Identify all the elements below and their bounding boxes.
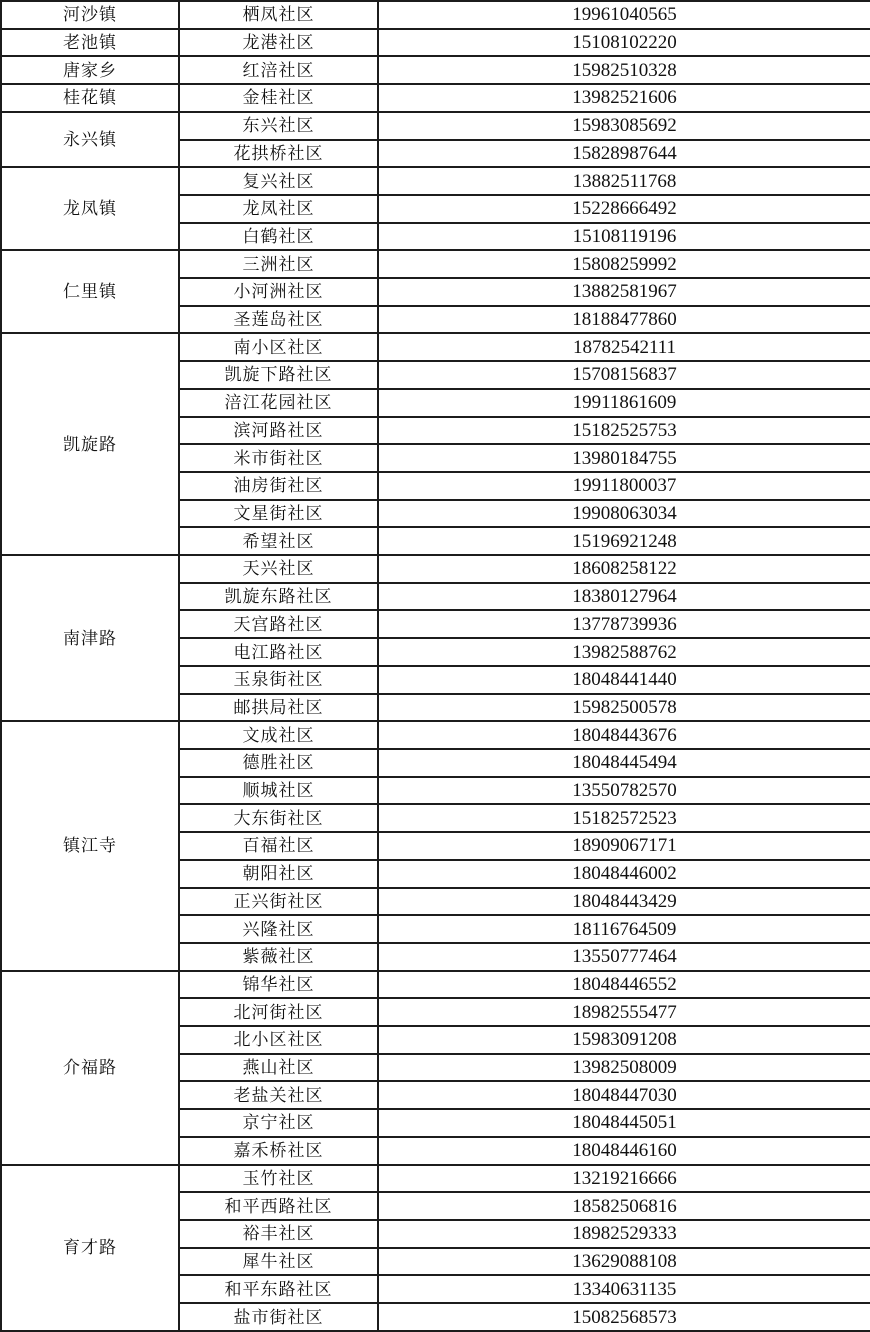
phone-cell: 15708156837 (378, 361, 870, 389)
phone-cell: 18380127964 (378, 583, 870, 611)
community-cell: 和平东路社区 (179, 1275, 378, 1303)
table-row (1, 1165, 870, 1193)
community-cell: 文成社区 (179, 721, 378, 749)
phone-cell: 18116764509 (378, 915, 870, 943)
phone-cell: 19911861609 (378, 389, 870, 417)
community-cell: 涪江花园社区 (179, 389, 378, 417)
table-row (1, 29, 870, 57)
phone-cell: 15228666492 (378, 195, 870, 223)
community-cell: 玉竹社区 (179, 1165, 378, 1193)
town-cell: 育才路 (1, 1165, 179, 1331)
phone-cell: 18048443676 (378, 721, 870, 749)
community-cell: 北小区社区 (179, 1026, 378, 1054)
town-cell: 龙凤镇 (1, 167, 179, 250)
community-cell: 邮拱局社区 (179, 694, 378, 722)
town-cell: 河沙镇 (1, 1, 179, 29)
phone-cell: 13629088108 (378, 1248, 870, 1276)
community-cell: 和平西路社区 (179, 1192, 378, 1220)
phone-cell: 18782542111 (378, 333, 870, 361)
phone-cell: 19961040565 (378, 1, 870, 29)
town-cell: 介福路 (1, 971, 179, 1165)
phone-cell: 13882511768 (378, 167, 870, 195)
community-cell: 希望社区 (179, 527, 378, 555)
community-cell: 大东街社区 (179, 804, 378, 832)
phone-cell: 18048446002 (378, 860, 870, 888)
phone-cell: 18982529333 (378, 1220, 870, 1248)
community-cell: 东兴社区 (179, 112, 378, 140)
phone-cell: 15982510328 (378, 56, 870, 84)
community-cell: 燕山社区 (179, 1054, 378, 1082)
phone-cell: 15982500578 (378, 694, 870, 722)
phone-cell: 15108102220 (378, 29, 870, 57)
phone-cell: 18608258122 (378, 555, 870, 583)
phone-cell: 18048445051 (378, 1109, 870, 1137)
table-row (1, 971, 870, 999)
community-cell: 盐市街社区 (179, 1303, 378, 1331)
community-cell: 朝阳社区 (179, 860, 378, 888)
town-cell: 仁里镇 (1, 250, 179, 333)
phone-cell: 13982508009 (378, 1054, 870, 1082)
town-cell: 凯旋路 (1, 333, 179, 555)
phone-cell: 13982521606 (378, 84, 870, 112)
community-cell: 栖凤社区 (179, 1, 378, 29)
community-cell: 玉泉街社区 (179, 666, 378, 694)
phone-cell: 15196921248 (378, 527, 870, 555)
table-row (1, 555, 870, 583)
phone-cell: 15808259992 (378, 250, 870, 278)
phone-cell: 18048441440 (378, 666, 870, 694)
community-cell: 复兴社区 (179, 167, 378, 195)
table-row (1, 112, 870, 140)
community-cell: 三洲社区 (179, 250, 378, 278)
community-cell: 花拱桥社区 (179, 140, 378, 168)
community-cell: 凯旋下路社区 (179, 361, 378, 389)
phone-cell: 13778739936 (378, 610, 870, 638)
phone-table-body (1, 1, 870, 1331)
community-cell: 滨河路社区 (179, 417, 378, 445)
community-cell: 犀牛社区 (179, 1248, 378, 1276)
table-row (1, 333, 870, 361)
phone-cell: 18048446552 (378, 971, 870, 999)
community-cell: 电江路社区 (179, 638, 378, 666)
community-cell: 小河洲社区 (179, 278, 378, 306)
community-cell: 正兴街社区 (179, 888, 378, 916)
phone-cell: 13980184755 (378, 444, 870, 472)
community-cell: 南小区社区 (179, 333, 378, 361)
community-cell: 天兴社区 (179, 555, 378, 583)
phone-cell: 19908063034 (378, 500, 870, 528)
town-cell: 南津路 (1, 555, 179, 721)
community-cell: 米市街社区 (179, 444, 378, 472)
community-cell: 京宁社区 (179, 1109, 378, 1137)
phone-cell: 19911800037 (378, 472, 870, 500)
community-cell: 天宫路社区 (179, 610, 378, 638)
phone-cell: 13340631135 (378, 1275, 870, 1303)
community-cell: 圣莲岛社区 (179, 306, 378, 334)
table-row (1, 167, 870, 195)
town-cell: 桂花镇 (1, 84, 179, 112)
phone-cell: 18048443429 (378, 888, 870, 916)
town-cell: 唐家乡 (1, 56, 179, 84)
table-row (1, 56, 870, 84)
community-cell: 裕丰社区 (179, 1220, 378, 1248)
town-cell: 老池镇 (1, 29, 179, 57)
phone-cell: 18909067171 (378, 832, 870, 860)
community-cell: 紫薇社区 (179, 943, 378, 971)
community-cell: 白鹤社区 (179, 223, 378, 251)
community-cell: 金桂社区 (179, 84, 378, 112)
phone-cell: 15182525753 (378, 417, 870, 445)
community-cell: 百福社区 (179, 832, 378, 860)
phone-cell: 18048447030 (378, 1081, 870, 1109)
community-cell: 油房街社区 (179, 472, 378, 500)
community-cell: 顺城社区 (179, 777, 378, 805)
phone-cell: 13982588762 (378, 638, 870, 666)
phone-cell: 18048446160 (378, 1137, 870, 1165)
phone-cell: 15082568573 (378, 1303, 870, 1331)
community-cell: 嘉禾桥社区 (179, 1137, 378, 1165)
phone-cell: 18048445494 (378, 749, 870, 777)
phone-cell: 15108119196 (378, 223, 870, 251)
phone-cell: 13219216666 (378, 1165, 870, 1193)
community-cell: 老盐关社区 (179, 1081, 378, 1109)
town-cell: 镇江寺 (1, 721, 179, 970)
community-cell: 文星街社区 (179, 500, 378, 528)
phone-cell: 13550782570 (378, 777, 870, 805)
phone-cell: 13550777464 (378, 943, 870, 971)
phone-cell: 15828987644 (378, 140, 870, 168)
phone-cell: 15182572523 (378, 804, 870, 832)
table-row (1, 84, 870, 112)
table-row (1, 1, 870, 29)
town-cell: 永兴镇 (1, 112, 179, 167)
phone-cell: 18982555477 (378, 998, 870, 1026)
community-cell: 龙港社区 (179, 29, 378, 57)
community-cell: 兴隆社区 (179, 915, 378, 943)
community-cell: 红涪社区 (179, 56, 378, 84)
community-cell: 龙凤社区 (179, 195, 378, 223)
community-cell: 锦华社区 (179, 971, 378, 999)
phone-cell: 15983091208 (378, 1026, 870, 1054)
phone-cell: 13882581967 (378, 278, 870, 306)
community-cell: 北河街社区 (179, 998, 378, 1026)
phone-cell: 18188477860 (378, 306, 870, 334)
phone-cell: 15983085692 (378, 112, 870, 140)
community-cell: 凯旋东路社区 (179, 583, 378, 611)
table-row (1, 250, 870, 278)
phone-cell: 18582506816 (378, 1192, 870, 1220)
community-cell: 德胜社区 (179, 749, 378, 777)
table-row (1, 721, 870, 749)
